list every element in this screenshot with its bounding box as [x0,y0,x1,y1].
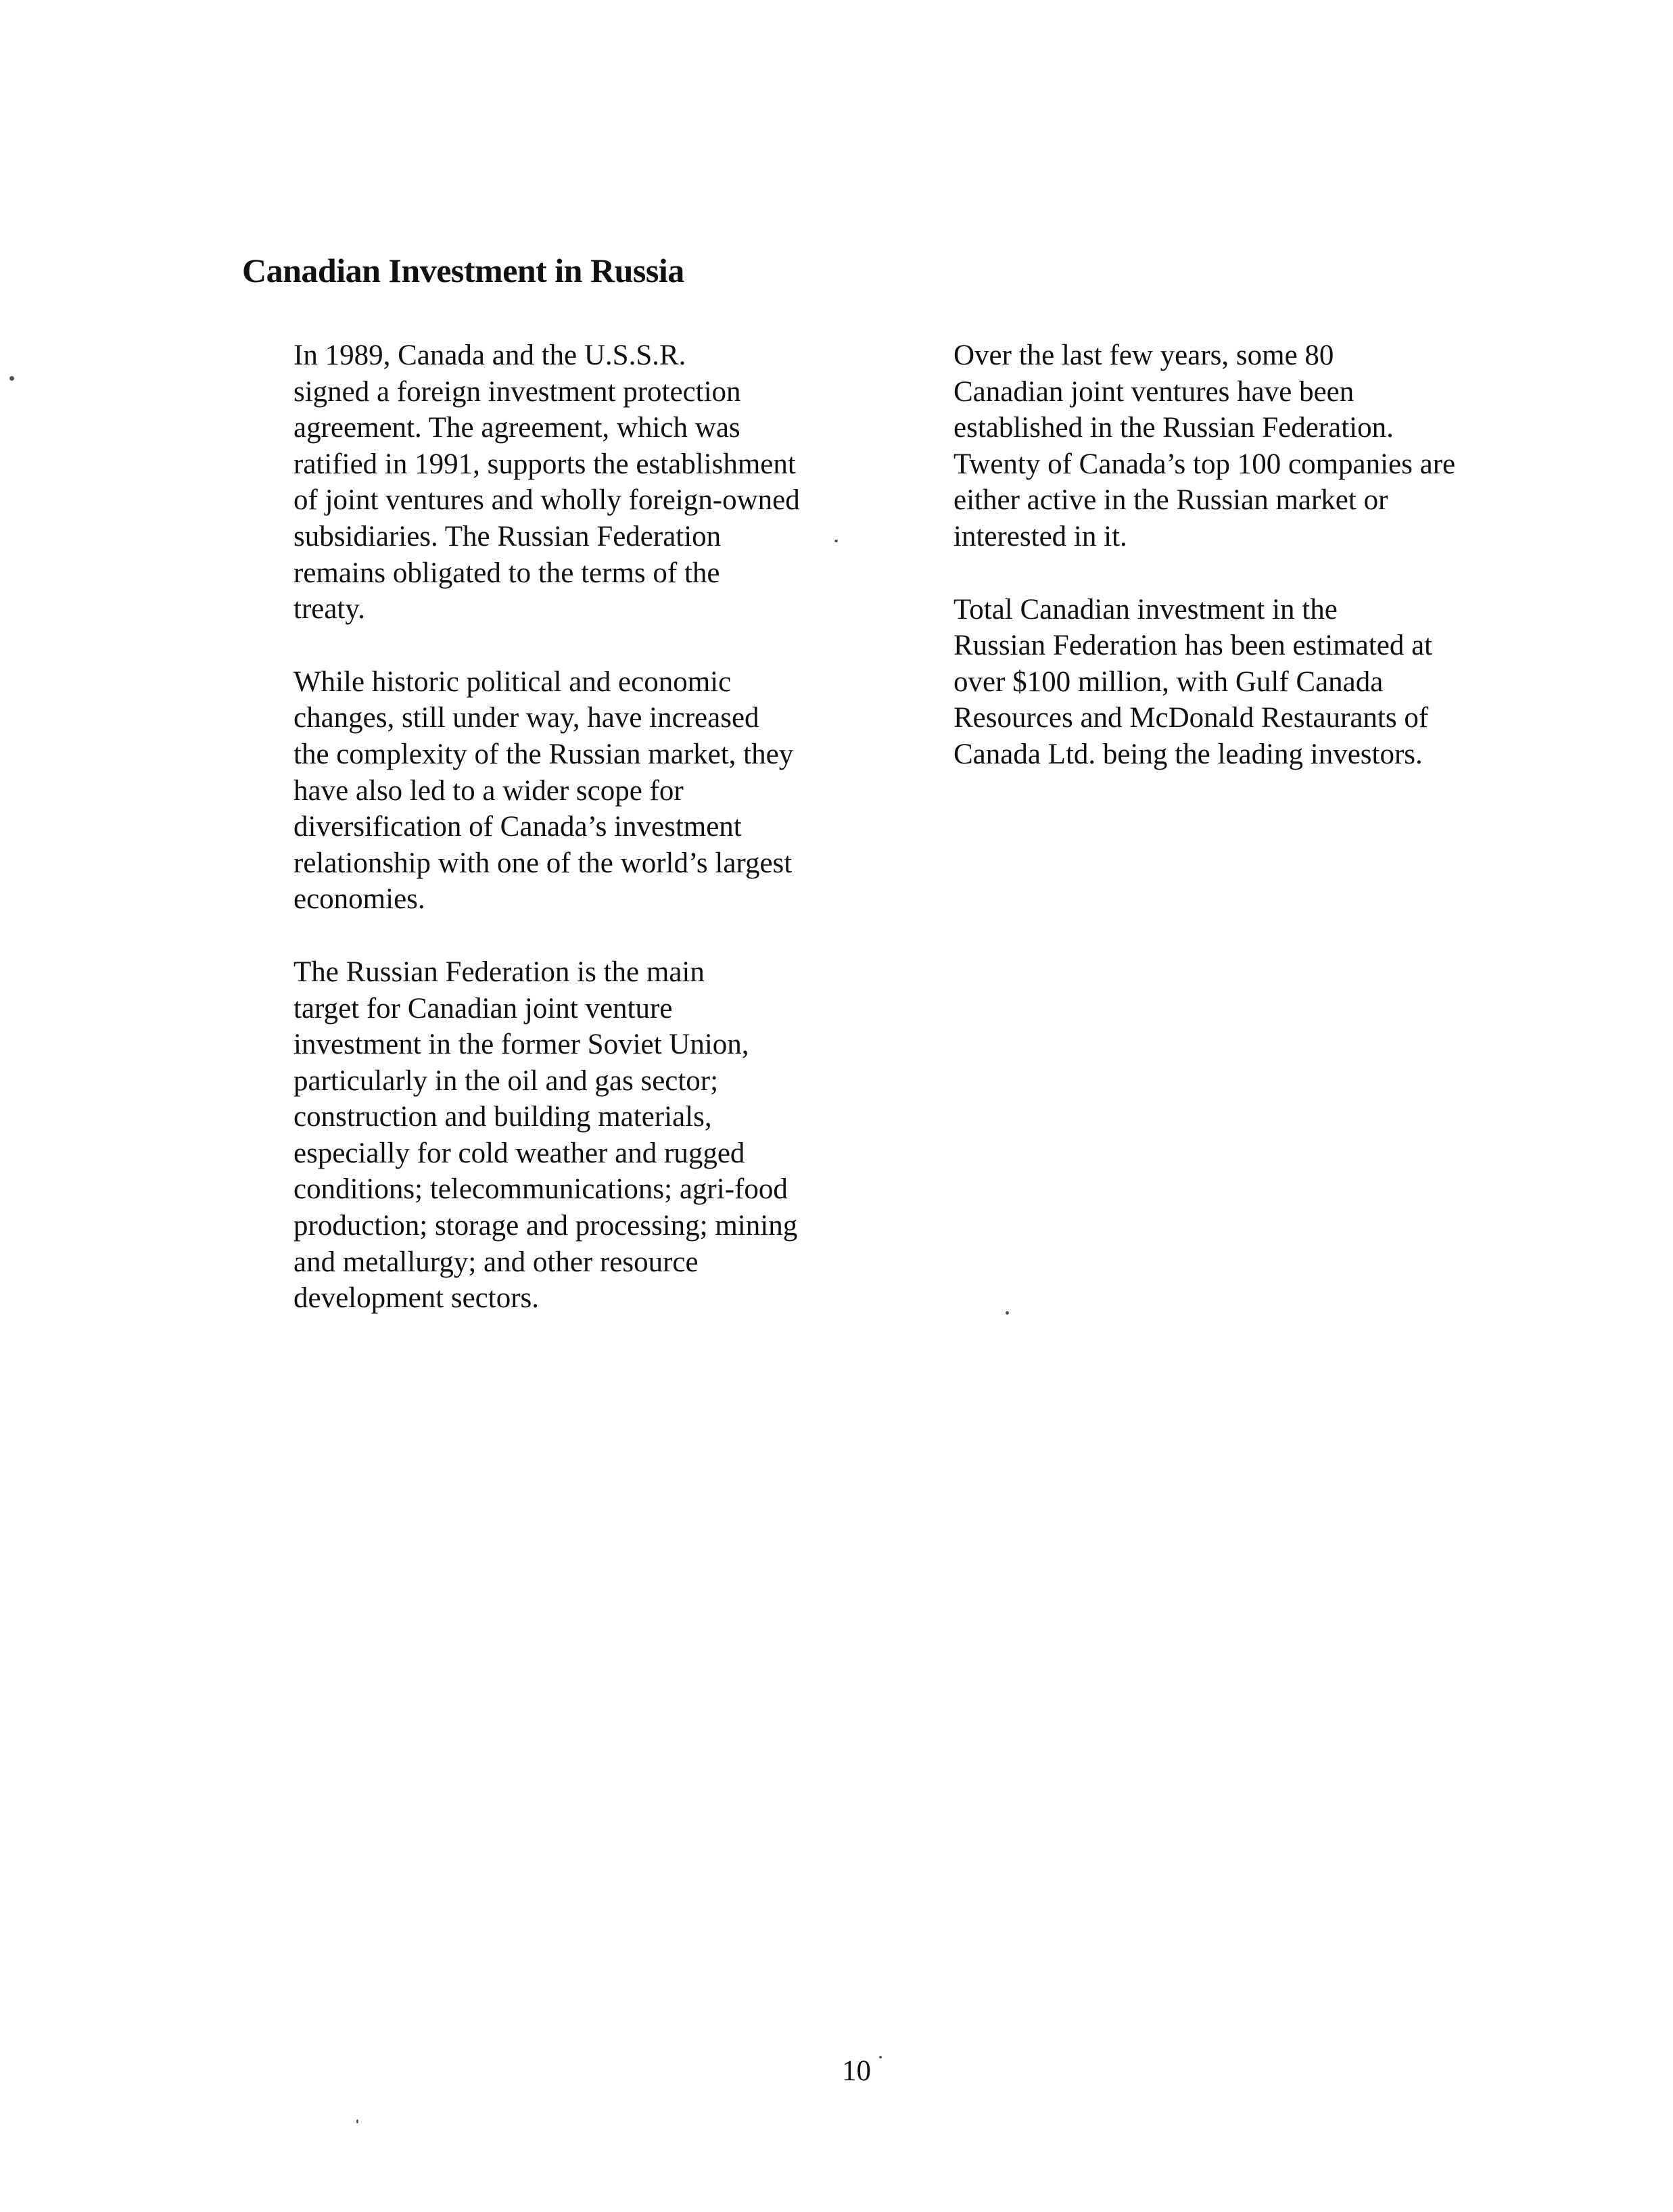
text-line: The Russian Federation is the main [293,956,705,988]
text-line: diversification of Canada’s investment [293,811,742,843]
text-line: over $100 million, with Gulf Canada [953,665,1384,698]
text-line: especially for cold weather and rugged [293,1137,745,1169]
text-line: economies. [293,883,425,916]
scan-speck [879,2056,882,2058]
text-line: either active in the Russian market or [953,484,1388,517]
text-line: target for Canadian joint venture [293,992,673,1025]
text-line: Russian Federation has been estimated at [953,630,1433,662]
text-line: development sectors. [293,1282,540,1315]
text-line: Canadian joint ventures have been [953,375,1354,408]
text-line: Over the last few years, some 80 [953,339,1334,371]
scan-speck [9,376,14,381]
text-line: particularly in the oil and gas sector; [293,1064,719,1097]
text-line: conditions; telecommunications; agri-food [293,1173,788,1206]
text-line: Canada Ltd. being the leading investors. [953,738,1423,770]
text-line: remains obligated to the terms of the [293,557,720,589]
scan-speck [356,2119,358,2123]
text-line: construction and building materials, [293,1101,712,1133]
text-line: established in the Russian Federation. [953,412,1394,444]
paragraph [242,664,810,918]
text-line: While historic political and economic [293,665,732,698]
text-line: In 1989, Canada and the U.S.S.R. [293,339,686,371]
paragraph [902,337,1484,555]
text-line: investment in the former Soviet Union, [293,1029,749,1061]
text-line: Twenty of Canada’s top 100 companies are [953,448,1456,480]
text-line: Resources and McDonald Restaurants of [953,702,1429,734]
left-column [242,337,810,1353]
text-line: and metallurgy; and other resource [293,1246,699,1278]
text-line: signed a foreign investment protection [293,375,741,408]
page-title: Canadian Investment in Russia [242,252,684,289]
text-line: relationship with one of the world’s largest [293,847,793,879]
paragraph [902,592,1484,773]
text-line: ratified in 1991, supports the establishment [293,448,796,480]
page-number: 10 [842,2055,871,2087]
paragraph [242,337,810,628]
text-line: changes, still under way, have increased [293,702,759,734]
text-line: treaty. [293,593,365,626]
text-line: the complexity of the Russian market, they [293,738,794,770]
right-column [902,337,1484,809]
text-line: have also led to a wider scope for [293,774,684,807]
text-line: subsidiaries. The Russian Federation [293,520,722,552]
paragraph [242,954,810,1317]
text-line: production; storage and processing; mining [293,1210,798,1242]
scan-speck [834,540,838,542]
text-line: interested in it. [953,520,1127,552]
text-line: Total Canadian investment in the [953,593,1338,626]
text-line: agreement. The agreement, which was [293,412,740,444]
text-line: of joint ventures and wholly foreign-owned [293,484,800,517]
scan-speck [1006,1311,1009,1315]
